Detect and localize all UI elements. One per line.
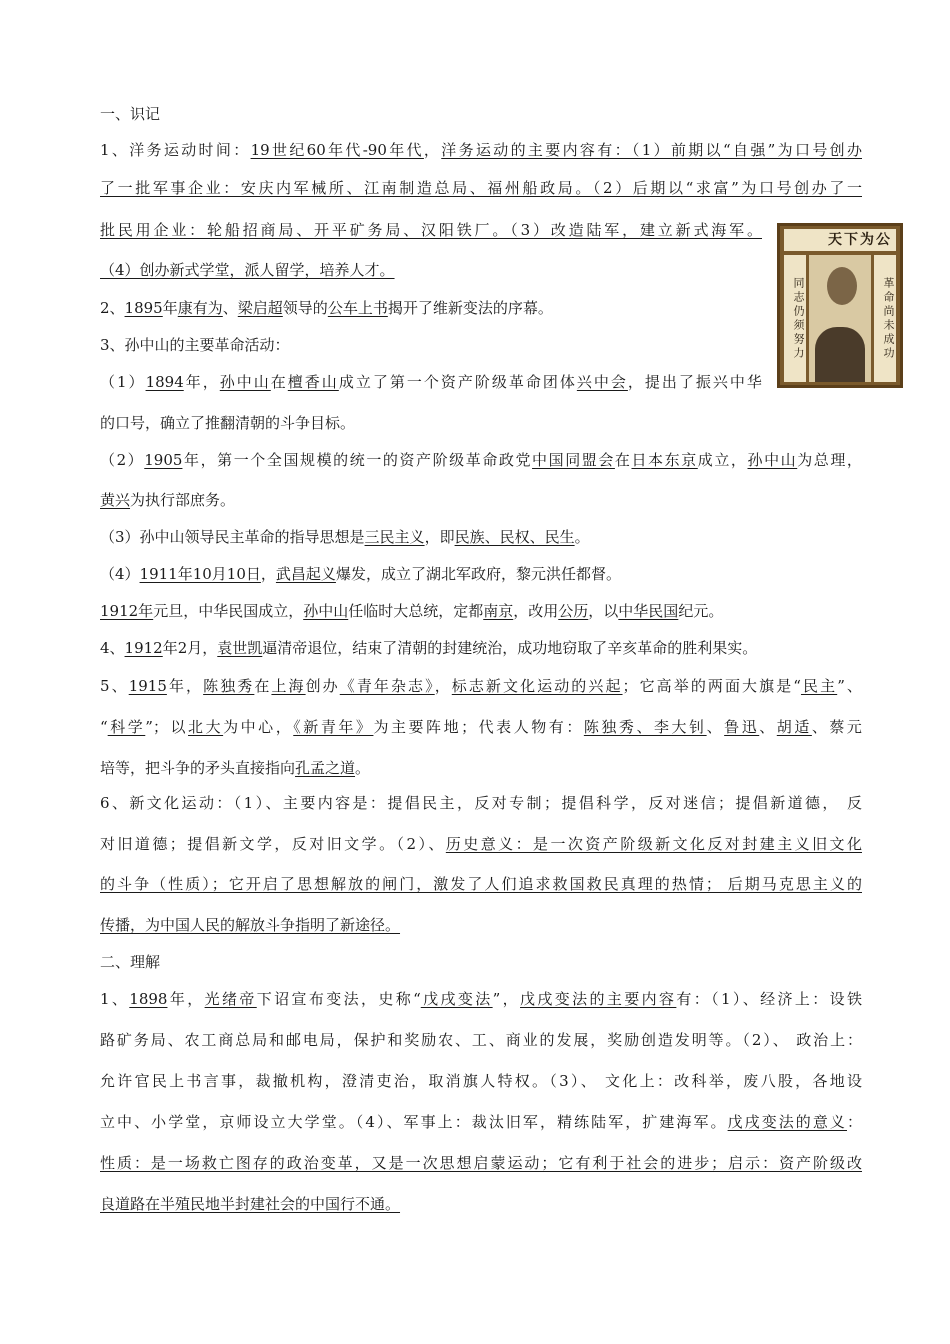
text-segment: ”、 <box>837 677 862 695</box>
text-line <box>100 907 862 943</box>
text-line <box>100 593 862 629</box>
portrait-left-inscription: 同志仍须努力 <box>784 255 806 382</box>
underlined-text: 光绪帝 <box>204 990 257 1008</box>
text-line <box>100 327 762 363</box>
text-segment: 5、 <box>100 677 129 695</box>
text-segment: 年，第一个全国规模的统一的资产阶级革命政党 <box>182 451 533 469</box>
text-line <box>100 252 762 288</box>
underlined-text: 科学 <box>107 718 146 736</box>
underlined-text: 1911年10月10日 <box>139 565 261 583</box>
underlined-text: 良道路在半殖民地半封建社会的中国行不通。 <box>100 1195 401 1213</box>
text-segment: 年 <box>162 299 178 317</box>
underlined-text: 1898 <box>129 990 168 1008</box>
text-line <box>100 630 862 666</box>
text-segment: 年2月， <box>162 639 218 657</box>
underlined-text: 传播，为中国人民的解放斗争指明了新途径。 <box>100 916 401 934</box>
underlined-text: 孙中山 <box>219 373 271 391</box>
underlined-text: 戊戌变法 <box>420 990 493 1008</box>
underlined-text: 1895 <box>124 299 163 317</box>
underlined-text: 胡适 <box>776 718 812 736</box>
text-segment: 在 <box>254 677 272 695</box>
text-segment: 、蔡元 <box>811 718 862 736</box>
text-segment: （2） <box>100 451 145 469</box>
underlined-text: 孙中山 <box>747 451 798 469</box>
text-line <box>100 170 862 206</box>
text-segment: 有：（1）、经济上：设铁 <box>676 990 862 1008</box>
text-segment: ；它高举的两面大旗是“ <box>622 677 801 695</box>
text-segment: 爆发，成立了湖北军政府，黎元洪任都督。 <box>335 565 621 583</box>
portrait-head <box>827 267 857 305</box>
text-segment: 的口号，确立了推翻清朝的斗争目标。 <box>100 414 356 432</box>
text-segment: 成立了第一个资产阶级革命团体 <box>338 373 577 391</box>
text-segment: 允许官民上书言事，裁撤机构，澄清吏治，取消旗人特权。（3）、 文化上：改科举，废八股，各地设 <box>100 1072 862 1090</box>
underlined-text: 袁世凯 <box>217 639 263 657</box>
text-segment: 年， <box>183 373 220 391</box>
text-line <box>100 212 762 248</box>
text-segment: ： <box>846 1113 862 1131</box>
text-line <box>100 482 862 518</box>
text-line <box>100 668 862 704</box>
text-segment: 、 <box>222 299 238 317</box>
underlined-text: 批民用企业：轮船招商局、开平矿务局、汉阳铁厂。（3）改造陆军，建立新式海军。 <box>100 221 762 239</box>
text-segment: ”， <box>492 990 521 1008</box>
text-line <box>100 709 862 745</box>
text-segment: 年， <box>167 990 205 1008</box>
text-line <box>100 1186 862 1222</box>
text-segment: 路矿务局、农工商总局和邮电局，保护和奖励农、工、商业的发展，奖励创造发明等。（2）、 政治上： <box>100 1031 862 1049</box>
portrait-photo <box>809 255 871 382</box>
text-segment: 任临时大总统，定都 <box>348 602 484 620</box>
text-line <box>100 866 862 902</box>
text-segment: 领导的 <box>282 299 328 317</box>
text-segment: ”；以 <box>145 718 189 736</box>
text-segment: 为执行部庶务。 <box>130 491 236 509</box>
text-line <box>100 1063 862 1099</box>
underlined-text: 1894 <box>145 373 184 391</box>
underlined-text: 日本东京 <box>631 451 698 469</box>
underlined-text: 兴中会 <box>576 373 628 391</box>
underlined-text: 1912年 <box>100 602 154 620</box>
text-segment: ，改用 <box>513 602 559 620</box>
portrait-body <box>815 327 865 382</box>
underlined-text: 檀香山 <box>287 373 339 391</box>
underlined-text: 公车上书 <box>327 299 388 317</box>
text-segment: 揭开了维新变法的序幕。 <box>387 299 553 317</box>
underlined-text: （4）创办新式学堂，派人留学，培养人才。 <box>100 261 395 279</box>
underlined-text: 南京 <box>483 602 514 620</box>
text-segment: 一、识记 <box>100 105 161 123</box>
text-segment: 成立， <box>697 451 748 469</box>
text-segment: ，以 <box>588 602 619 620</box>
text-segment: ， <box>434 677 452 695</box>
underlined-text: 北大 <box>188 718 224 736</box>
underlined-text: 中国同盟会 <box>532 451 615 469</box>
text-segment: 为总理， <box>797 451 862 469</box>
text-segment: 二、理解 <box>100 953 161 971</box>
underlined-text: 了一批军事企业：安庆内军械所、江南制造总局、福州船政局。（2）后期以“求富”为口号创办了一 <box>100 179 862 197</box>
text-segment: 、 <box>706 718 725 736</box>
underlined-text: 戊戌变法的意义 <box>727 1113 847 1131</box>
text-line <box>100 981 862 1017</box>
underlined-text: 1915 <box>128 677 167 695</box>
underlined-text: 武昌起义 <box>275 565 336 583</box>
text-segment: ，即 <box>424 528 455 546</box>
underlined-text: 民主 <box>800 677 838 695</box>
text-segment: 立中、小学堂，京师设立大学堂。（4）、军事上：裁汰旧军，精练陆军，扩建海军。 <box>100 1113 728 1131</box>
text-segment: 、 <box>759 718 777 736</box>
portrait-top-inscription: 天下为公 <box>784 229 896 251</box>
underlined-text: 的斗争（性质）；它开启了思想解放的闸门，激发了人们追求救国救民真理的热情； 后期马克思主义的 <box>100 875 862 893</box>
text-line <box>100 405 862 441</box>
text-segment: 元旦，中华民国成立， <box>153 602 304 620</box>
text-segment: 1、 <box>100 990 130 1008</box>
text-line <box>100 750 862 786</box>
text-segment: （3）孙中山领导民主革命的指导思想是 <box>100 528 365 546</box>
underlined-text: 孔孟之道 <box>295 759 356 777</box>
text-line <box>100 96 862 132</box>
text-segment: 在 <box>270 373 288 391</box>
text-segment: 创办 <box>305 677 340 695</box>
text-segment: ， <box>260 565 276 583</box>
text-segment: 为主要阵地；代表人物有： <box>373 718 584 736</box>
text-segment: “ <box>100 718 108 736</box>
text-segment: 在 <box>614 451 632 469</box>
underlined-text: 上海 <box>271 677 306 695</box>
text-segment: ， <box>423 141 442 159</box>
underlined-text: 历史意义：是一次资产阶级新文化反对封建主义旧文化 <box>445 835 862 853</box>
underlined-text: 康有为 <box>177 299 223 317</box>
text-segment: 。 <box>574 528 590 546</box>
underlined-text: 三民主义 <box>364 528 425 546</box>
text-segment: 2、 <box>100 299 125 317</box>
text-segment: 对旧道德；提倡新文学，反对旧文学。（2）、 <box>100 835 446 853</box>
text-line <box>100 364 762 400</box>
text-segment: 逼清帝退位，结束了清朝的封建统治，成功地窃取了辛亥革命的胜利果实。 <box>262 639 758 657</box>
text-line <box>100 556 862 592</box>
text-segment: 下诏宣布变法，史称“ <box>256 990 421 1008</box>
underlined-text: 梁启超 <box>237 299 283 317</box>
underlined-text: 19世纪60年代-90年代 <box>250 141 424 159</box>
underlined-text: 1912 <box>124 639 163 657</box>
text-segment: 1、洋务运动时间： <box>100 141 251 159</box>
text-line <box>100 1022 862 1058</box>
underlined-text: 戊戌变法的主要内容 <box>520 990 677 1008</box>
text-line <box>100 1145 862 1181</box>
underlined-text: 陈独秀、李大钊 <box>583 718 707 736</box>
underlined-text: 鲁迅 <box>724 718 760 736</box>
text-line <box>100 290 762 326</box>
text-line <box>100 785 862 821</box>
underlined-text: 中华民国 <box>618 602 679 620</box>
underlined-text: 《新青年》 <box>293 718 374 736</box>
text-segment: 为中心， <box>223 718 294 736</box>
underlined-text: 公历 <box>558 602 589 620</box>
underlined-text: 孙中山 <box>303 602 349 620</box>
text-segment: 纪元。 <box>678 602 724 620</box>
text-line <box>100 519 862 555</box>
underlined-text: 《青年杂志》 <box>339 677 435 695</box>
text-segment: 。 <box>355 759 371 777</box>
text-segment: 3、孙中山的主要革命活动： <box>100 336 290 354</box>
text-line <box>100 442 862 478</box>
sun-yat-sen-portrait <box>777 223 903 388</box>
portrait-right-inscription: 革命尚未成功 <box>874 255 896 382</box>
text-segment: 4、 <box>100 639 125 657</box>
text-line <box>100 826 862 862</box>
underlined-text: 民族、民权、民生 <box>454 528 575 546</box>
text-segment: ，提出了振兴中华 <box>627 373 762 391</box>
underlined-text: 黄兴 <box>100 491 131 509</box>
underlined-text: 性质：是一场救亡图存的政治变革，又是一次思想启蒙运动；它有利于社会的进步；启示：资产阶级改 <box>100 1154 862 1172</box>
text-segment: 6、新文化运动：（1）、主要内容是：提倡民主，反对专制；提倡科学，反对迷信；提倡新道德， 反 <box>100 794 862 812</box>
underlined-text: 1905 <box>144 451 183 469</box>
text-segment: 培等，把斗争的矛头直接指向 <box>100 759 296 777</box>
underlined-text: 陈独秀 <box>203 677 255 695</box>
text-segment: 年， <box>166 677 204 695</box>
text-segment: （4） <box>100 565 140 583</box>
text-line <box>100 132 862 168</box>
text-line <box>100 1104 862 1140</box>
text-line <box>100 944 862 980</box>
underlined-text: 标志新文化运动的兴起 <box>451 677 623 695</box>
text-segment: （1） <box>100 373 146 391</box>
underlined-text: 洋务运动的主要内容有：（1）前期以“自强”为口号创办 <box>441 141 862 159</box>
